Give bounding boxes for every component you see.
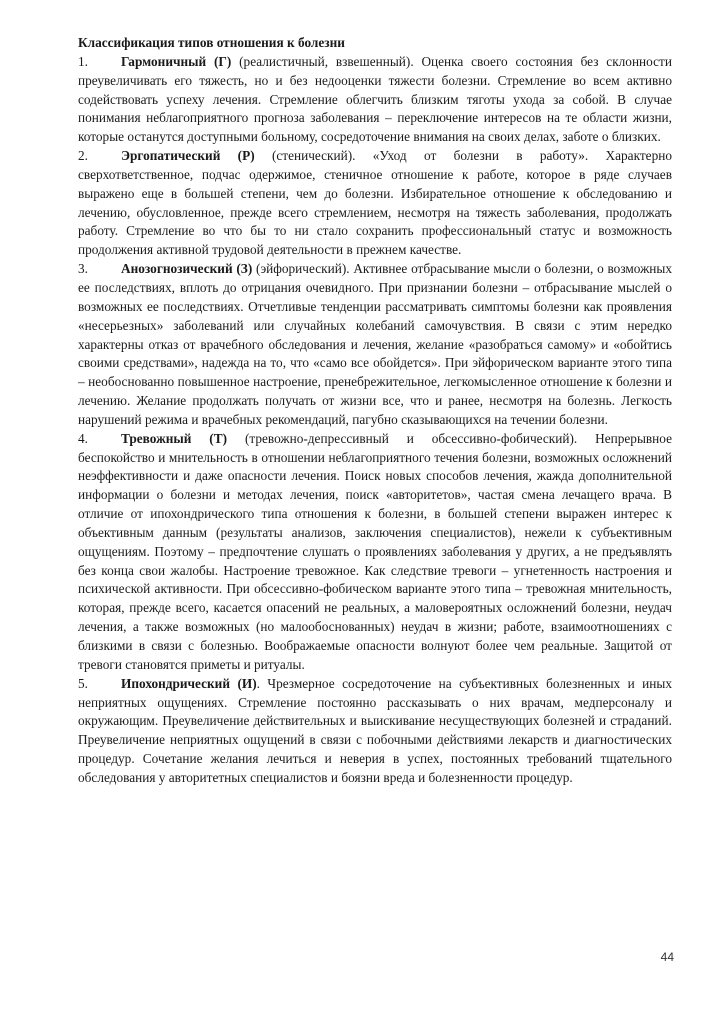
item-text: (эйфорический). Активнее отбрасывание мысли о болезни, о возможных ее последствиях, вплоть до отрицания очевидного. При признании болезни – отбрасывание мыслей о возможных ее последствиях. Отчетливые тенденции рассматривать симптомы болезни как проявления «несерьезных» заболеваний или случайных колебаний самочувствия. В связи с этим нередко характерны отказ от врачебного обследования и лечения, желание «разобраться самому» и «обойтись своими средствами», надежда на то, что «само все обойдется». При эйфорическом варианте этого типа – необоснованно повышенное настроение, пренебрежительное, легкомысленное отношение к болезни и лечению. Желание продолжать получать от жизни все, что и ранее, несмотря на болезнь. Легкость нарушений режима и врачебных рекомендаций, пагубно сказывающихся на течении болезни.: [78, 261, 672, 427]
list-item: [78, 53, 672, 147]
item-number: 5.: [78, 675, 88, 691]
item-term: Эргопатический (Р): [121, 148, 255, 164]
list-item: [78, 430, 672, 675]
item-number: 2.: [78, 148, 88, 164]
item-text: (стенический). «Уход от болезни в работу». Характерно сверхответственное, подчас одержимое, стеничное отношение к работе, которое в ряде случаев выражено еще в большей степени, чем до болезни. Избирательное отношение к обследованию и лечению, обусловленное, прежде всего стремлением, несмотря на тяжесть заболевания, продолжать работу. Стремление во что бы то ни стало сохранить профессиональный статус и возможность продолжения активной трудовой деятельности в прежнем качестве.: [78, 148, 672, 258]
item-term: Анозогнозический (З): [121, 261, 253, 277]
list-item: [78, 260, 672, 430]
item-number: 3.: [78, 261, 88, 277]
page-number: 44: [660, 950, 674, 964]
item-term: Тревожный (Т): [121, 430, 228, 446]
item-text: (реалистичный, взвешенный). Оценка своего состояния без склонности преувеличивать его тяжесть, но и без недооценки тяжести болезни. Стремление во всем активно содействовать успеху лечения. Стремление облегчить близким тяготы ухода за собой. В случае понимания неблагоприятного прогноза заболевания – переключение интересов на те области жизни, которые останутся доступными больному, сосредоточение внимания на своих делах, заботе о близких.: [78, 53, 672, 145]
document-body: [78, 34, 672, 788]
item-number: 1.: [78, 53, 88, 69]
list-item: [78, 675, 672, 788]
item-term: Гармоничный (Г): [121, 53, 232, 69]
document-title: Классификация типов отношения к болезни: [78, 35, 345, 50]
item-text: (тревожно-депрессивный и обсессивно-фобический). Непрерывное беспокойство и мнительность в отношении неблагоприятного течения болезни, возможных осложнений неэффективности и даже опасности лечения. Поиск новых способов лечения, жажда дополнительной информации о болезни и методах лечения, поиск «авторитетов», частая смена лечащего врача. В отличие от ипохондрического типа отношения к болезни, в большей степени выражен интерес к объективным данным (результаты анализов, заключения специалистов), нежели к субъективным ощущениям. Поэтому – предпочтение слушать о проявлениях заболевания у других, а не предъявлять без конца свои жалобы. Настроение тревожное. Как следствие тревоги – угнетенность настроения и психической активности. При обсессивно-фобическом варианте этого типа – тревожная мнительность, которая, прежде всего, касается опасений не реальных, а маловероятных осложнений болезни, неудач лечения, а также возможных (но малообоснованных) неудач в жизни; работе, взаимоотношениях с близкими в связи с болезнью. Воображаемые опасности волнуют более чем реальные. Защитой от тревоги становятся приметы и ритуалы.: [78, 430, 672, 672]
item-term: Ипохондрический (И): [121, 675, 257, 691]
item-number: 4.: [78, 430, 88, 446]
item-text: . Чрезмерное сосредоточение на субъективных болезненных и иных неприятных ощущениях. Стремление постоянно рассказывать о них врачам, медперсоналу и окружающим. Преувеличение действительных и выискивание несуществующих болезней и страданий. Преувеличение неприятных ощущений в связи с побочными действиями лекарств и диагностических процедур. Сочетание желания лечиться и неверия в успех, постоянных требований тщательного обследования у авторитетных специалистов и боязни вреда и болезненности процедур.: [78, 675, 672, 785]
list-item: [78, 147, 672, 260]
